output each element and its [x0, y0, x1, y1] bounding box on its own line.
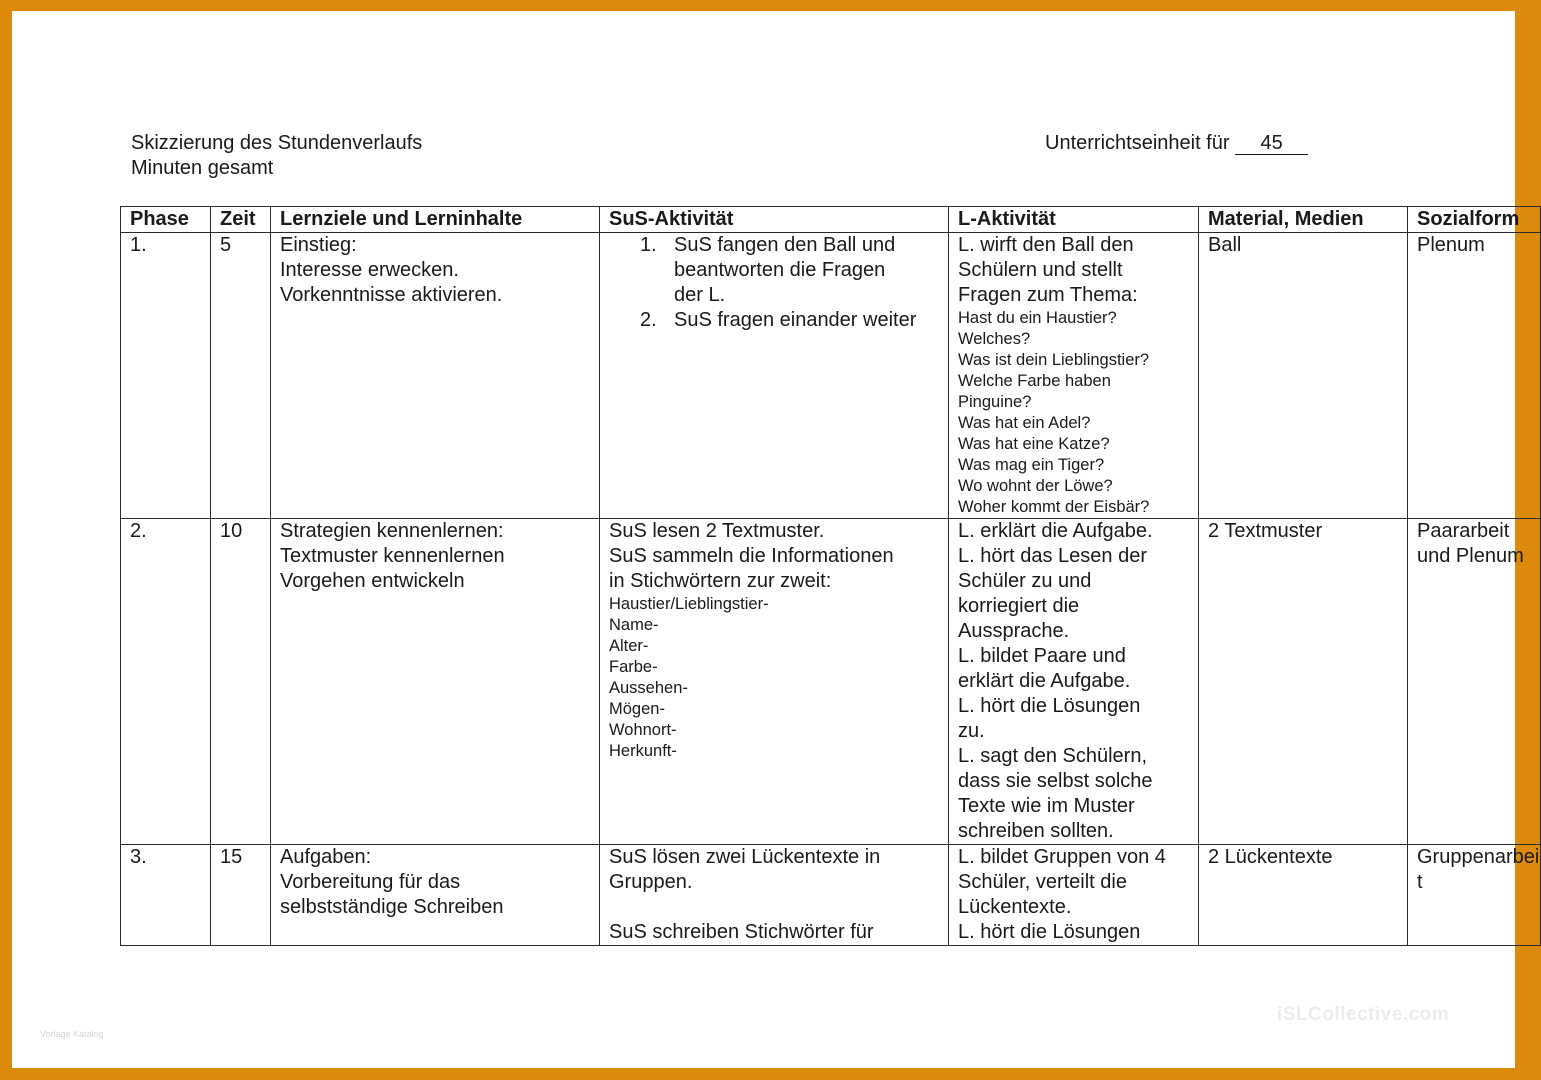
- cell-l-aktivitaet: [949, 519, 1199, 845]
- cell-lernziele: [271, 845, 600, 946]
- question-line: Was ist dein Lieblingstier?: [958, 351, 1150, 369]
- cell-sozialform: [1408, 233, 1541, 519]
- cell-line: Interesse erwecken.: [280, 259, 459, 281]
- column-header-sus-aktivitaet: SuS-Aktivität: [600, 207, 949, 233]
- table-row: [121, 233, 1541, 519]
- cell-line: Vorbereitung für das: [280, 871, 461, 893]
- list-item: [640, 233, 948, 308]
- column-header-sozialform: Sozialform: [1408, 207, 1541, 233]
- cell-line: selbstständige Schreiben: [280, 896, 504, 918]
- question-line: Woher kommt der Eisbär?: [958, 498, 1150, 516]
- cell-sozialform: [1408, 845, 1541, 946]
- question-line: Welches?: [958, 330, 1031, 348]
- cell-line: SuS fangen den Ball und: [674, 234, 896, 256]
- cell-sus-aktivitaet: [600, 845, 949, 946]
- cell-line: Aufgaben:: [280, 846, 372, 868]
- cell-sus-aktivitaet: [600, 519, 949, 845]
- cell-line: SuS sammeln die Informationen: [609, 545, 894, 567]
- cell-phase: 3.: [121, 845, 211, 946]
- keyword-line: Farbe-: [609, 658, 658, 676]
- cell-line: in Stichwörtern zur zweit:: [609, 570, 832, 592]
- cell-line: Vorkenntnisse aktivieren.: [280, 284, 503, 306]
- cell-line: Einstieg:: [280, 234, 357, 256]
- column-header-lernziele: Lernziele und Lerninhalte: [271, 207, 600, 233]
- keyword-line: Mögen-: [609, 700, 665, 718]
- question-line: Wo wohnt der Löwe?: [958, 477, 1113, 495]
- cell-line: L. hört das Lesen der: [958, 545, 1148, 567]
- cell-line: Vorgehen entwickeln: [280, 570, 465, 592]
- cell-l-aktivitaet: [949, 845, 1199, 946]
- cell-line: L. erklärt die Aufgabe.: [958, 520, 1153, 542]
- cell-line: L. bildet Gruppen von 4: [958, 846, 1166, 868]
- unit-duration: [1045, 131, 1308, 156]
- cell-line: Schüler zu und: [958, 570, 1092, 592]
- column-header-zeit: Zeit: [211, 207, 271, 233]
- cell-line: Plenum: [1417, 234, 1485, 256]
- cell-lernziele: [271, 519, 600, 845]
- keyword-line: Aussehen-: [609, 679, 688, 697]
- watermark-text: Vorlage Katalog: [40, 1029, 104, 1039]
- cell-line: L. hört die Lösungen: [958, 695, 1141, 717]
- cell-line: t: [1417, 871, 1423, 893]
- cell-line: Paararbeit: [1417, 520, 1510, 542]
- cell-line: beantworten die Fragen: [674, 259, 886, 281]
- cell-line: L. sagt den Schülern,: [958, 745, 1148, 767]
- table-row: [121, 519, 1541, 845]
- list-number: 1.: [640, 234, 657, 256]
- cell-line: Textmuster kennenlernen: [280, 545, 505, 567]
- cell-l-aktivitaet: [949, 233, 1199, 519]
- cell-line: Gruppen.: [609, 871, 693, 893]
- list-item: [640, 308, 948, 333]
- cell-line: L. bildet Paare und: [958, 645, 1126, 667]
- keyword-line: Alter-: [609, 637, 649, 655]
- question-line: Was hat eine Katze?: [958, 435, 1110, 453]
- cell-line: dass sie selbst solche: [958, 770, 1153, 792]
- cell-line: SuS lesen 2 Textmuster.: [609, 520, 825, 542]
- question-line: Was mag ein Tiger?: [958, 456, 1105, 474]
- cell-line: Aussprache.: [958, 620, 1070, 642]
- column-header-material: Material, Medien: [1199, 207, 1408, 233]
- lesson-plan-table: [120, 206, 1541, 946]
- cell-line: SuS schreiben Stichwörter für: [609, 921, 874, 943]
- cell-lernziele: [271, 233, 600, 519]
- question-line: Pinguine?: [958, 393, 1032, 411]
- keyword-line: Name-: [609, 616, 659, 634]
- cell-line: der L.: [674, 284, 726, 306]
- cell-line: und Plenum: [1417, 545, 1524, 567]
- header-title: Skizzierung des Stundenverlaufs: [131, 132, 423, 154]
- cell-material: 2 Textmuster: [1199, 519, 1408, 845]
- table-row: [121, 845, 1541, 946]
- cell-line: korriegiert die: [958, 595, 1080, 617]
- document-header: [131, 131, 422, 181]
- cell-material: Ball: [1199, 233, 1408, 519]
- question-line: Welche Farbe haben: [958, 372, 1111, 390]
- cell-line: Fragen zum Thema:: [958, 284, 1138, 306]
- cell-material: 2 Lückentexte: [1199, 845, 1408, 946]
- table-header-row: [121, 207, 1541, 233]
- document-page: [12, 11, 1540, 1068]
- column-header-phase: Phase: [121, 207, 211, 233]
- cell-sus-aktivitaet: [600, 233, 949, 519]
- cell-line: Gruppenarbei: [1417, 846, 1540, 868]
- cell-line: zu.: [958, 720, 985, 742]
- islcollective-logo: iSLCollective.com: [1277, 1004, 1450, 1025]
- unit-minutes: 45: [1235, 133, 1308, 155]
- cell-zeit: 5: [211, 233, 271, 519]
- cell-phase: 2.: [121, 519, 211, 845]
- cell-line: Schülern und stellt: [958, 259, 1123, 281]
- header-title-continuation: Minuten gesamt: [131, 157, 274, 179]
- cell-line: L. hört die Lösungen: [958, 921, 1141, 943]
- list-number: 2.: [640, 309, 657, 331]
- cell-line: SuS fragen einander weiter: [674, 309, 917, 331]
- cell-line: SuS lösen zwei Lückentexte in: [609, 846, 881, 868]
- cell-phase: 1.: [121, 233, 211, 519]
- keyword-line: Herkunft-: [609, 742, 677, 760]
- cell-line: schreiben sollten.: [958, 820, 1114, 842]
- keyword-line: Haustier/Lieblingstier-: [609, 595, 769, 613]
- cell-sozialform: [1408, 519, 1541, 845]
- column-header-l-aktivitaet: L-Aktivität: [949, 207, 1199, 233]
- keyword-line: Wohnort-: [609, 721, 677, 739]
- cell-line: Strategien kennenlernen:: [280, 520, 504, 542]
- cell-zeit: 10: [211, 519, 271, 845]
- question-line: Was hat ein Adel?: [958, 414, 1091, 432]
- cell-line: Lückentexte.: [958, 896, 1072, 918]
- cell-line: Texte wie im Muster: [958, 795, 1135, 817]
- cell-line: Schüler, verteilt die: [958, 871, 1127, 893]
- unit-label: Unterrichtseinheit für: [1045, 132, 1230, 154]
- question-line: Hast du ein Haustier?: [958, 309, 1117, 327]
- cell-zeit: 15: [211, 845, 271, 946]
- cell-line: erklärt die Aufgabe.: [958, 670, 1131, 692]
- cell-line: L. wirft den Ball den: [958, 234, 1134, 256]
- blank-line: [609, 895, 948, 920]
- numbered-list: [609, 233, 948, 333]
